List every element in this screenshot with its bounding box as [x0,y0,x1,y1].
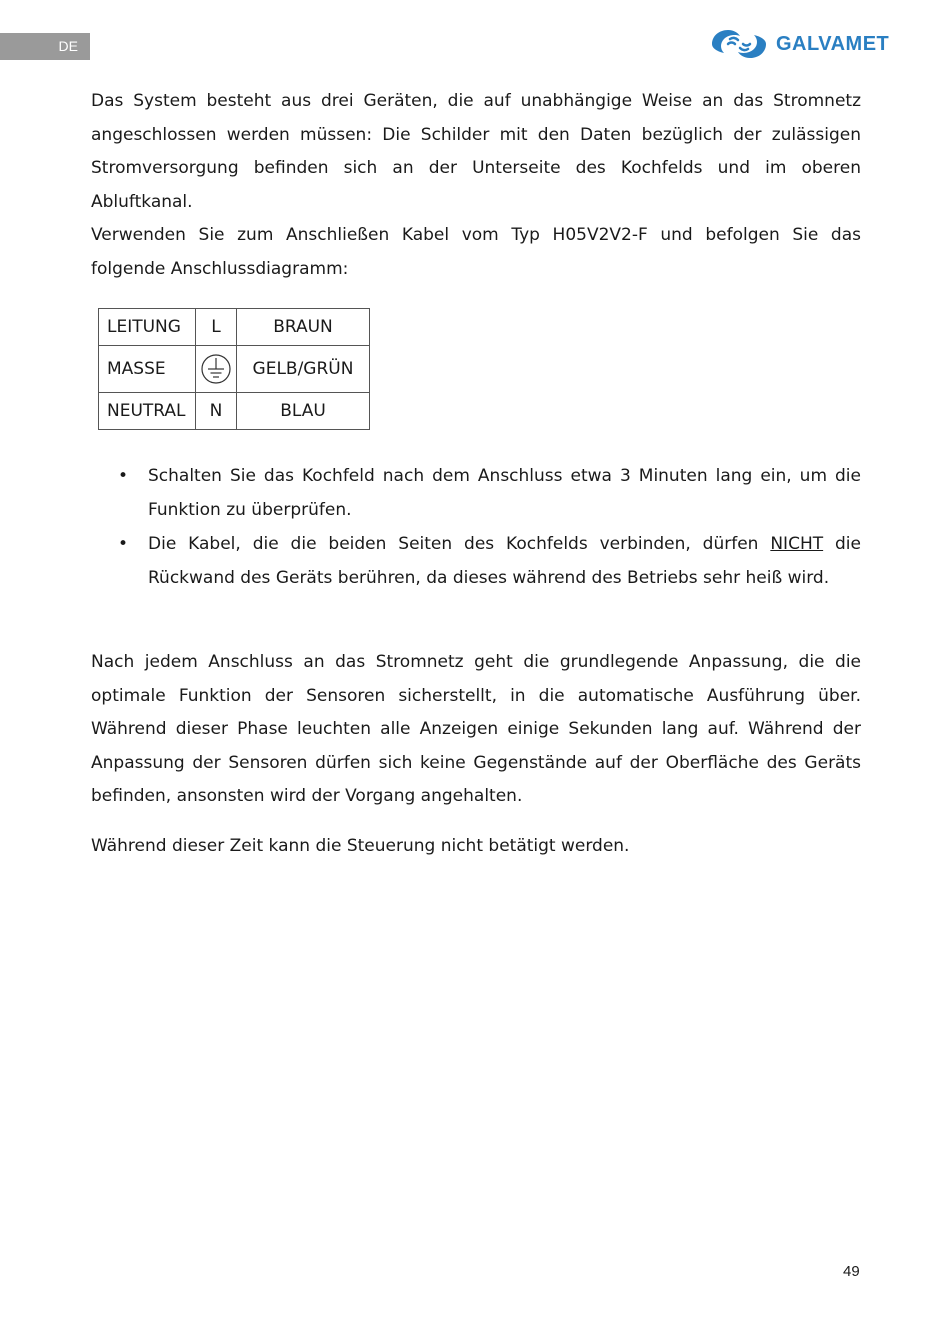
bullet-text: Schalten Sie das Kochfeld nach dem Anschluss etwa 3 Minuten lang ein, um die Funktion zu überprüfen. [148,466,861,520]
bullet-icon: • [118,466,129,486]
brand-logo [708,26,904,62]
list-item [91,460,861,527]
bullet-list [91,460,861,595]
wire-code-cell: L [196,309,237,346]
emphasis-not: NICHT [770,534,824,554]
wire-name-cell: NEUTRAL [99,393,196,430]
wire-code-cell [196,346,237,393]
intro-paragraph-2: Verwenden Sie zum Anschließen Kabel vom Typ H05V2V2-F und befolgen Sie das folgende Anschlussdiagramm: [91,225,861,279]
page-number: 49 [843,1263,860,1280]
bullet-text-before: Die Kabel, die die beiden Seiten des Kochfelds verbinden, dürfen [148,534,771,554]
list-item [91,528,861,595]
table-row [99,309,370,346]
intro-paragraph-1: Das System besteht aus drei Geräten, die auf unabhängige Weise an das Stromnetz angeschlossen werden müssen: Die Schilder mit den Daten bezüglich der zulässigen Stromversorgung befinden sich an der Unterseite des Kochfelds und im oberen Abluftkanal. [91,91,861,212]
wire-color-cell: BLAU [237,393,370,430]
body-paragraph-2: Während dieser Zeit kann die Steuerung nicht betätigt werden. [91,835,630,856]
brand-name: GALVAMET [776,32,890,55]
table-row [99,346,370,393]
wire-code-cell: N [196,393,237,430]
bullet-icon: • [118,534,129,554]
galvamet-logo-icon [708,27,770,61]
body-paragraph-1: Nach jedem Anschluss an das Stromnetz geht die grundlegende Anpassung, die die optimale Funktion der Sensoren sicherstellt, in die automatische Ausführung über. Während dieser Phase leuchten alle Anzeigen einige Sekunden lang auf. Während der Anpassung der Sensoren dürfen sich keine Gegenstände auf der Oberfläche des Geräts befinden, ansonsten wird der Vorgang angehalten. [91,652,861,806]
page-content [91,85,861,863]
wire-name-cell: MASSE [99,346,196,393]
table-row [99,393,370,430]
wire-name-cell: LEITUNG [99,309,196,346]
wire-color-cell: BRAUN [237,309,370,346]
wire-color-cell: GELB/GRÜN [237,346,370,393]
bullet-text-after: die Rückwand des Geräts berühren, da dieses während des Betriebs sehr heiß wird. [148,534,861,588]
earth-ground-icon [200,353,232,385]
language-tab: DE [0,33,90,60]
wiring-table [98,308,370,430]
